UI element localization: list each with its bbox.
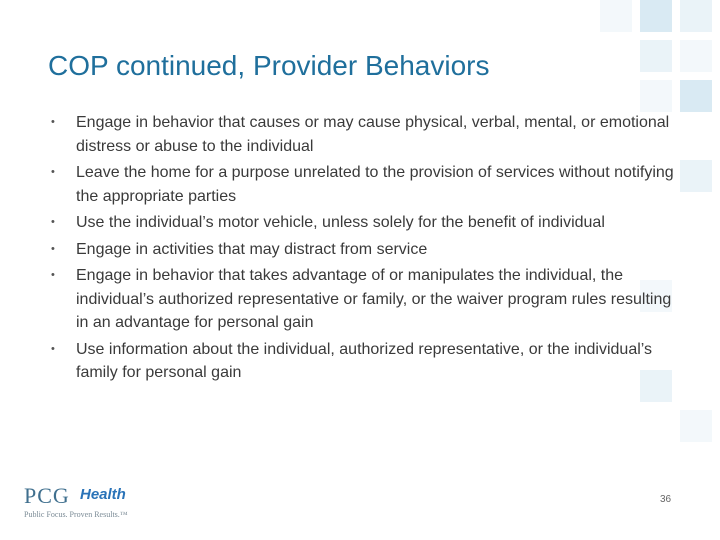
bullet-item: [46, 111, 686, 158]
bullet-item: [46, 211, 686, 235]
bullet-item: [46, 264, 686, 335]
slide-title: COP continued, Provider Behaviors: [48, 50, 490, 81]
bullet-text: Engage in behavior that takes advantage of or manipulates the individual, the individual’s authorized representative or family, or the waiver program rules resulting in an advantage for personal gain: [76, 267, 672, 331]
bullet-item: [46, 161, 686, 208]
bullet-text: Use information about the individual, authorized representative, or the individual’s family for personal gain: [76, 340, 653, 381]
bullet-item: [46, 338, 686, 385]
bullet-text: Leave the home for a purpose unrelated to the provision of services without notifying the appropriate parties: [76, 164, 674, 205]
bullet-icon: •: [51, 342, 55, 355]
bullet-list: [46, 111, 686, 388]
page-number: 36: [660, 494, 672, 505]
bullet-item: [46, 238, 686, 262]
logo-brand: PCG: [24, 483, 70, 508]
bullet-text: Engage in behavior that causes or may cause physical, verbal, mental, or emotional distress or abuse to the individual: [76, 114, 670, 155]
bullet-icon: •: [51, 216, 55, 228]
bullet-text: Use the individual’s motor vehicle, unless solely for the benefit of individual: [76, 214, 605, 231]
logo-tagline: Public Focus. Proven Results.™: [24, 510, 128, 519]
pcg-health-logo: [24, 483, 154, 523]
bullet-icon: •: [51, 242, 55, 255]
logo-division: Health: [80, 486, 126, 503]
bullet-icon: •: [51, 116, 55, 128]
bullet-icon: •: [51, 166, 55, 178]
bullet-text: Engage in activities that may distract from service: [76, 240, 428, 258]
bullet-icon: •: [51, 269, 55, 281]
